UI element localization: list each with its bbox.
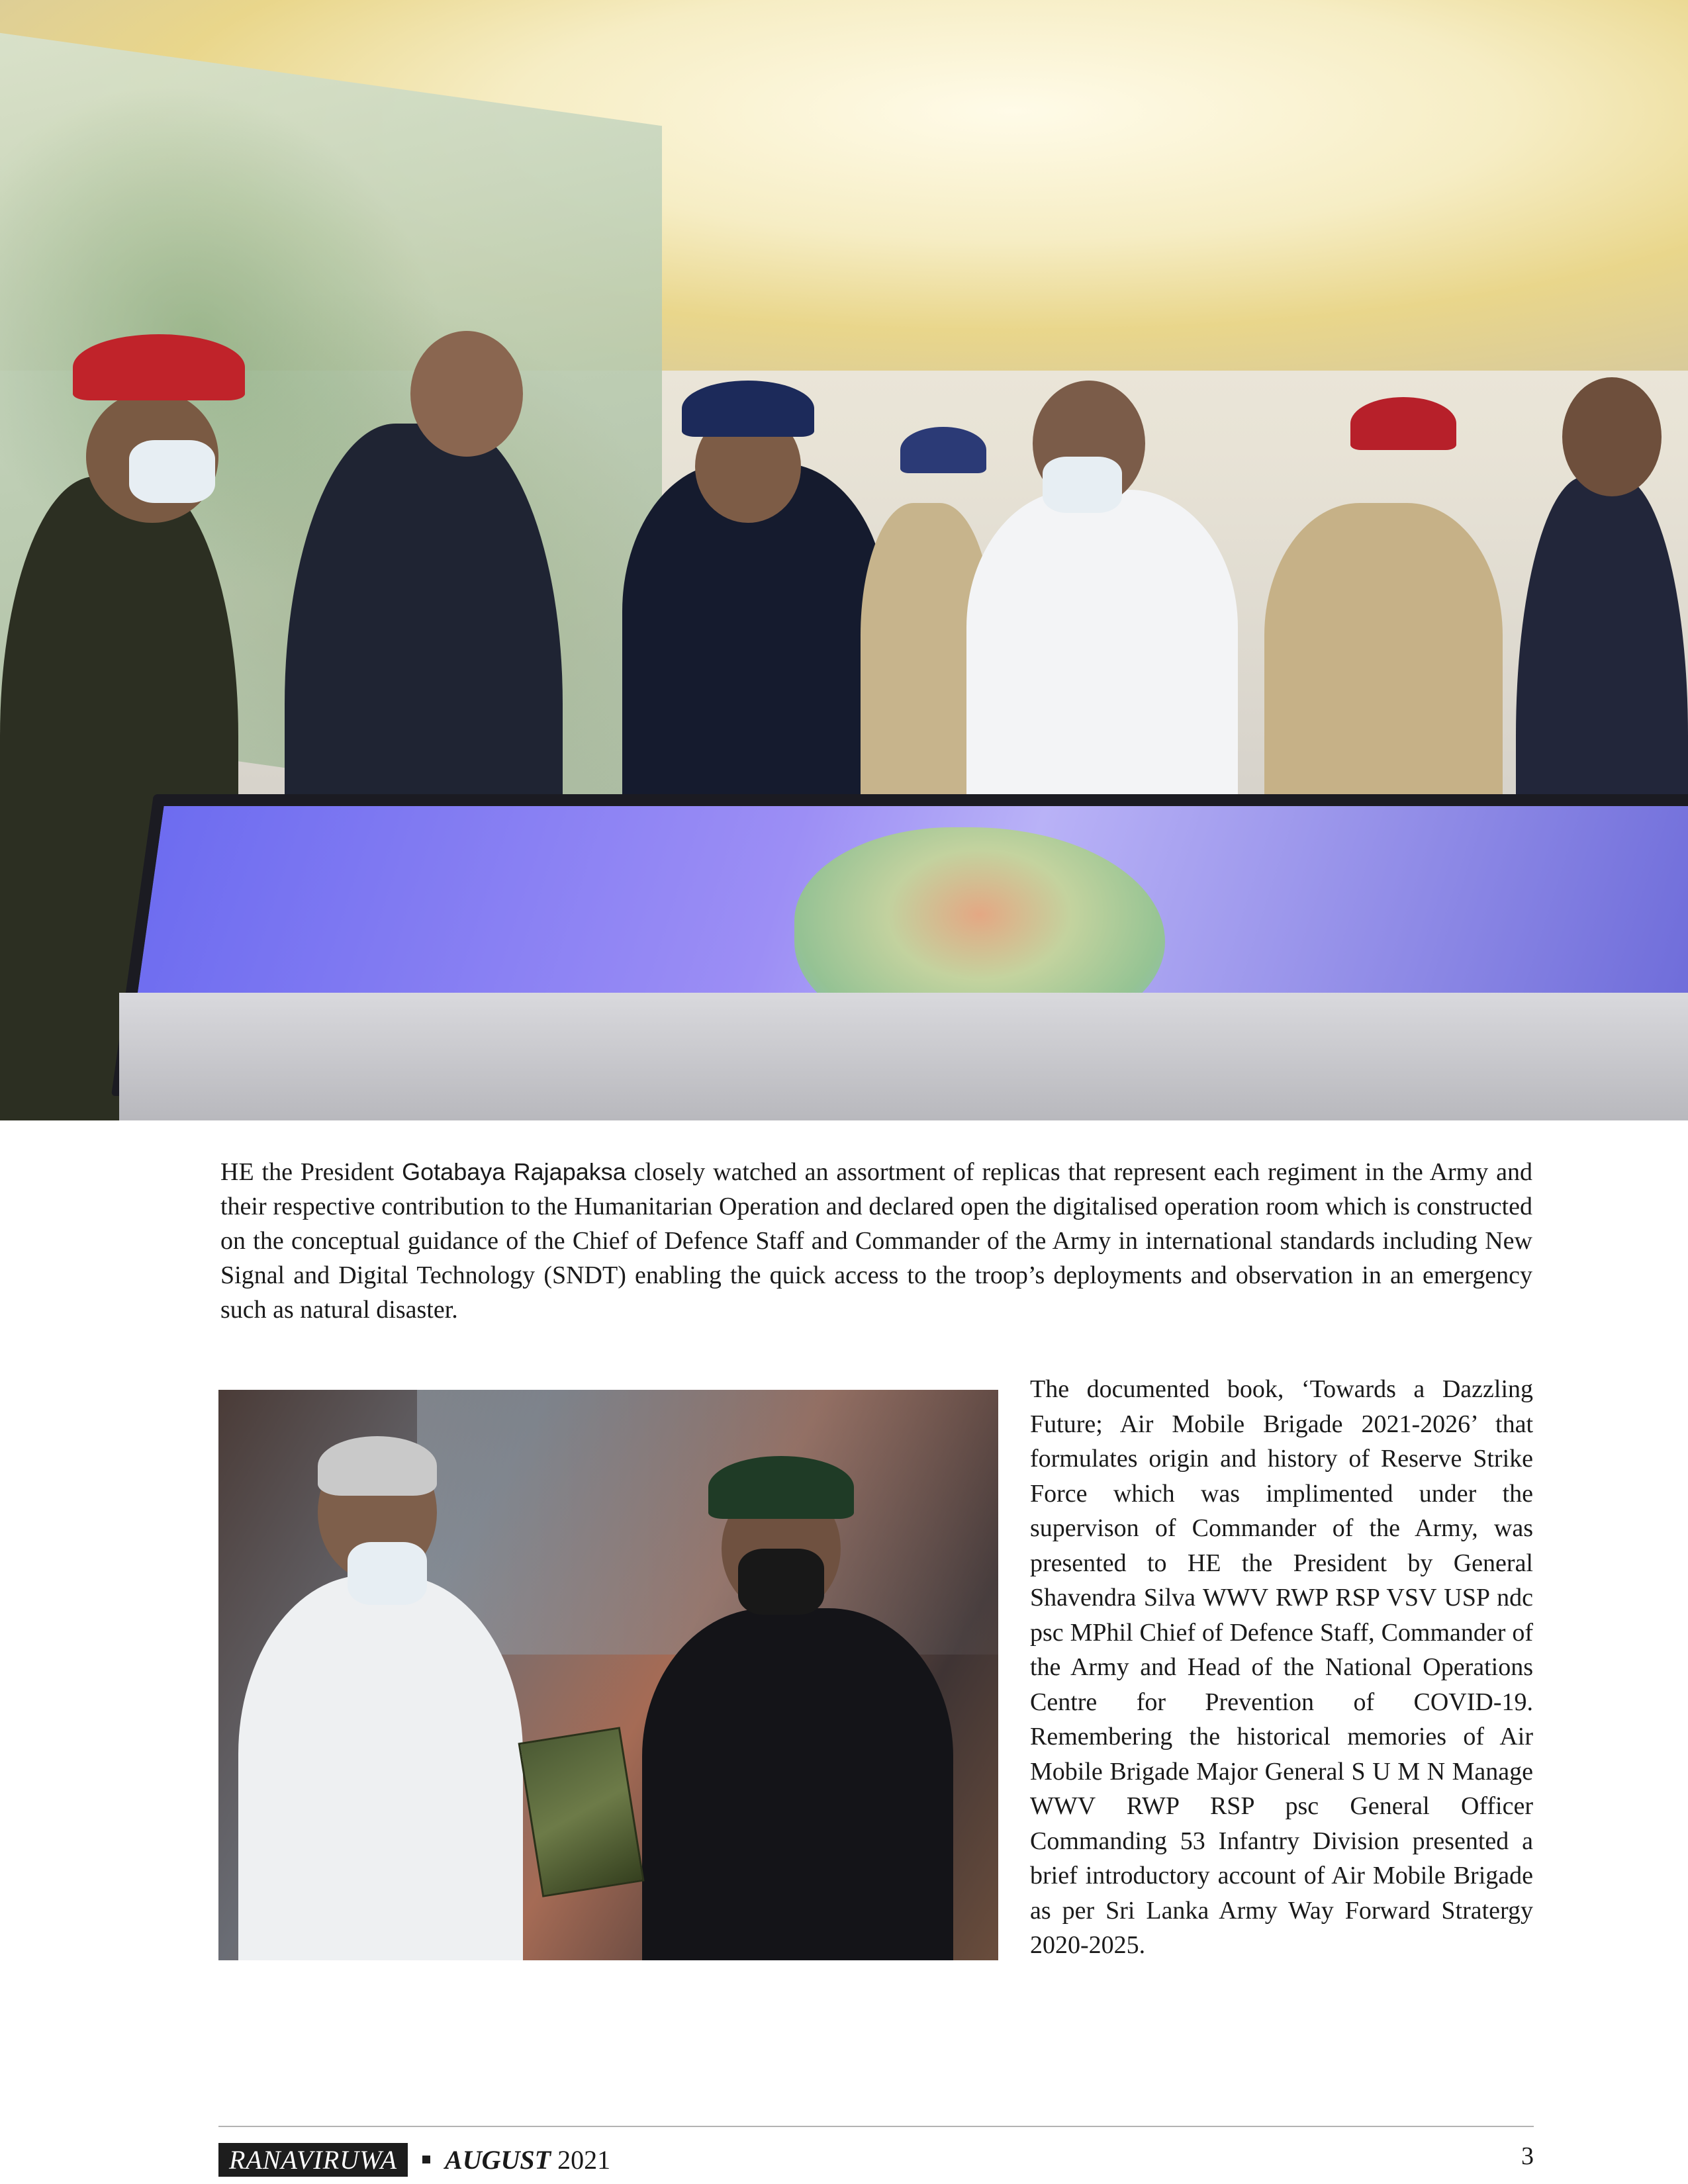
magazine-brand: RANAVIRUWA bbox=[218, 2143, 408, 2177]
map-table-frame bbox=[119, 993, 1688, 1120]
president-hair bbox=[318, 1436, 437, 1496]
footer bbox=[218, 2143, 610, 2176]
general-figure bbox=[642, 1608, 953, 1960]
page-number: 3 bbox=[1521, 2142, 1534, 2170]
general-mask bbox=[738, 1549, 824, 1615]
book-presentation-photo bbox=[218, 1390, 998, 1960]
caption-rest: closely watched an assortment of replicas that represent each regiment in the Army and their respective contribution to the Humanitarian Operation and declared open the digitalised operation room which is constructed on the conceptual guidance of the Chief of Defence Staff and Commander of the Army in international standards including New Signal and Digital Technology (SNDT) enabling the quick access to the troop’s deployments and observation in an emergency such as natural disaster. bbox=[220, 1158, 1532, 1324]
president-figure bbox=[238, 1575, 523, 1960]
officer-right-figure bbox=[1264, 503, 1503, 834]
officer-left-cap bbox=[73, 334, 245, 400]
officer-khaki-cap bbox=[900, 427, 986, 473]
president-name: Gotabaya Rajapaksa bbox=[402, 1158, 626, 1185]
officer-left-mask bbox=[129, 440, 215, 503]
book-towards-a-dazzling-future bbox=[518, 1727, 645, 1897]
footer-rule bbox=[218, 2126, 1534, 2127]
photo-caption bbox=[220, 1155, 1532, 1327]
photo-background bbox=[417, 1390, 998, 1655]
president-figure bbox=[966, 490, 1238, 834]
commander-cap bbox=[682, 381, 814, 437]
president-mask bbox=[348, 1542, 427, 1605]
book-presentation-text: The documented book, ‘Towards a Dazzling Future; Air Mobile Brigade 2021-2026’ that formulates origin and history of Reserve Strike Force which was implimented under the supervison of Commander of the Army, was presented to HE the President by General Shavendra Silva WWV RWP RSP VSV USP ndc psc MPhil Chief of Defence Staff, Commander of the Army and Head of the National Operations Centre for Prevention of COVID-19. Remembering the historical memories of Air Mobile Brigade Major General S U M N Manage WWV RWP RSP psc General Officer Commanding 53 Infantry Division presented a brief introductory account of Air Mobile Brigade as per Sri Lanka Army Way Forward Stratergy 2020-2025. bbox=[1030, 1375, 1533, 1959]
general-cap bbox=[708, 1456, 854, 1519]
officer-right-cap bbox=[1350, 397, 1456, 450]
issue-date bbox=[445, 2144, 610, 2175]
issue-month: AUGUST bbox=[445, 2144, 551, 2175]
civilian-suit-head bbox=[410, 331, 523, 457]
civilian-right-head bbox=[1562, 377, 1662, 496]
square-bullet-icon bbox=[422, 2156, 430, 2163]
issue-year: 2021 bbox=[557, 2144, 611, 2175]
president-mask bbox=[1043, 457, 1122, 513]
caption-lead: HE the President bbox=[220, 1158, 402, 1186]
